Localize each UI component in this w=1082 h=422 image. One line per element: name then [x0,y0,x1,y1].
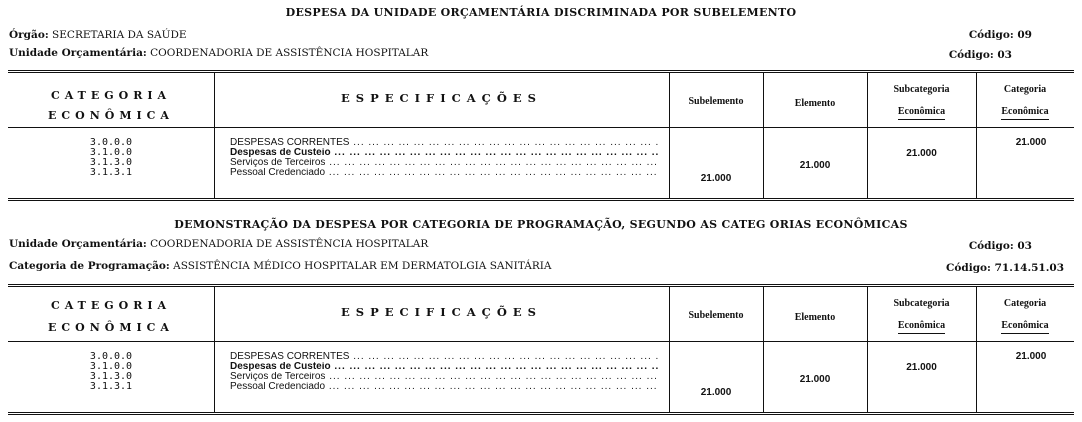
subelemento-value: 21.000 [700,173,732,184]
code-item: 3.1.0.0 [89,147,133,158]
codes-list [8,138,214,178]
spec-item: Despesas de Custeio ... . [230,362,660,372]
spec-item: Serviços de Terceiros ... . [230,158,660,168]
cat-label-line1: CATEGORIA [50,89,172,102]
orgao-label: Órgão: [9,29,49,41]
code-item: 3.1.3.1 [89,167,133,178]
elemento-value: 21.000 [799,374,831,385]
spec-item: Pessoal Credenciado ... . [230,382,660,392]
subcategoria-value: 21.000 [906,148,937,159]
spec-item: DESPESAS CORRENTES ... . [230,138,660,148]
section1-title: DESPESA DA UNIDADE ORÇAMENTÁRIA DISCRIMINADA POR SUBELEMENTO [285,6,797,19]
spec-item: DESPESAS CORRENTES ... . [230,352,660,362]
table-1 [8,70,1074,201]
elemento-value: 21.000 [799,160,831,171]
unidade-line-1 [9,47,428,59]
specs-list [230,352,660,392]
subcategoria-header [867,79,976,123]
subcat-line1: Subcategoria [893,84,950,95]
unidade-codigo-1: Código: 03 [948,49,1012,61]
cat-label-line2: ECONÔMICA [48,321,174,334]
unidade-label-1: Unidade Orçamentária: [9,47,147,59]
spec-item: Despesas de Custeio ... . [230,148,660,158]
orgao-line [9,29,187,41]
table-1-body [8,128,1074,198]
code-item: 3.0.0.0 [89,137,133,148]
specs-list [230,138,660,178]
code-item: 3.0.0.0 [89,351,133,362]
orgao-codigo: Código: 09 [968,29,1032,41]
categoria-line2: Econômica [1001,319,1048,334]
subelemento-header: Subelemento [688,310,744,321]
categoria-header [976,293,1074,337]
cat-label-line1: CATEGORIA [50,299,172,312]
code-item: 3.1.0.0 [89,361,133,372]
categoria-line1: Categoria [1003,298,1047,309]
section2-title: DEMONSTRAÇÃO DA DESPESA POR CATEGORIA DE PROGRAMAÇÃO, SEGUNDO AS CATEG ORIAS ECONÔMICAS [174,218,908,231]
code-item: 3.1.3.0 [89,371,133,382]
categoria-label: Categoria de Programação: [9,260,170,272]
especificacoes-header: ESPECIFICAÇÕES [341,91,542,105]
table-2-body [8,342,1074,412]
categoria-line [9,260,551,272]
subcat-line1: Subcategoria [893,298,950,309]
cat-label-line2: ECONÔMICA [48,109,174,122]
categoria-line1: Categoria [1003,84,1047,95]
subelemento-header: Subelemento [688,96,744,107]
elemento-header: Elemento [794,98,836,109]
subcat-line2: Econômica [898,105,945,120]
subcategoria-header [867,293,976,337]
code-item: 3.1.3.1 [89,381,133,392]
codes-list [8,352,214,392]
orgao-value: SECRETARIA DA SAÚDE [52,29,187,41]
categoria-value-text: ASSISTÊNCIA MÉDICO HOSPITALAR EM DERMATOLGIA SANITÁRIA [173,260,552,272]
subelemento-value: 21.000 [700,387,732,398]
table-2-header [8,287,1074,342]
subcat-line2: Econômica [898,319,945,334]
table-2 [8,284,1074,415]
categoria-value: 21.000 [1015,137,1047,148]
unidade-value-1: COORDENADORIA DE ASSISTÊNCIA HOSPITALAR [150,47,429,59]
unidade-value-2: COORDENADORIA DE ASSISTÊNCIA HOSPITALAR [150,238,429,250]
categoria-value: 21.000 [1015,351,1047,362]
spec-item: Serviços de Terceiros ... . [230,372,660,382]
elemento-header: Elemento [794,312,836,323]
especificacoes-header: ESPECIFICAÇÕES [341,305,542,319]
subcategoria-value: 21.000 [906,362,937,373]
categoria-line2: Econômica [1001,105,1048,120]
unidade-codigo-2: Código: 03 [968,240,1032,252]
categoria-codigo: Código: 71.14.51.03 [946,262,1064,274]
spec-item: Pessoal Credenciado ... . [230,168,660,178]
categoria-header [976,79,1074,123]
code-item: 3.1.3.0 [89,157,133,168]
unidade-line-2 [9,238,428,250]
unidade-label-2: Unidade Orçamentária: [9,238,147,250]
table-1-header [8,73,1074,128]
